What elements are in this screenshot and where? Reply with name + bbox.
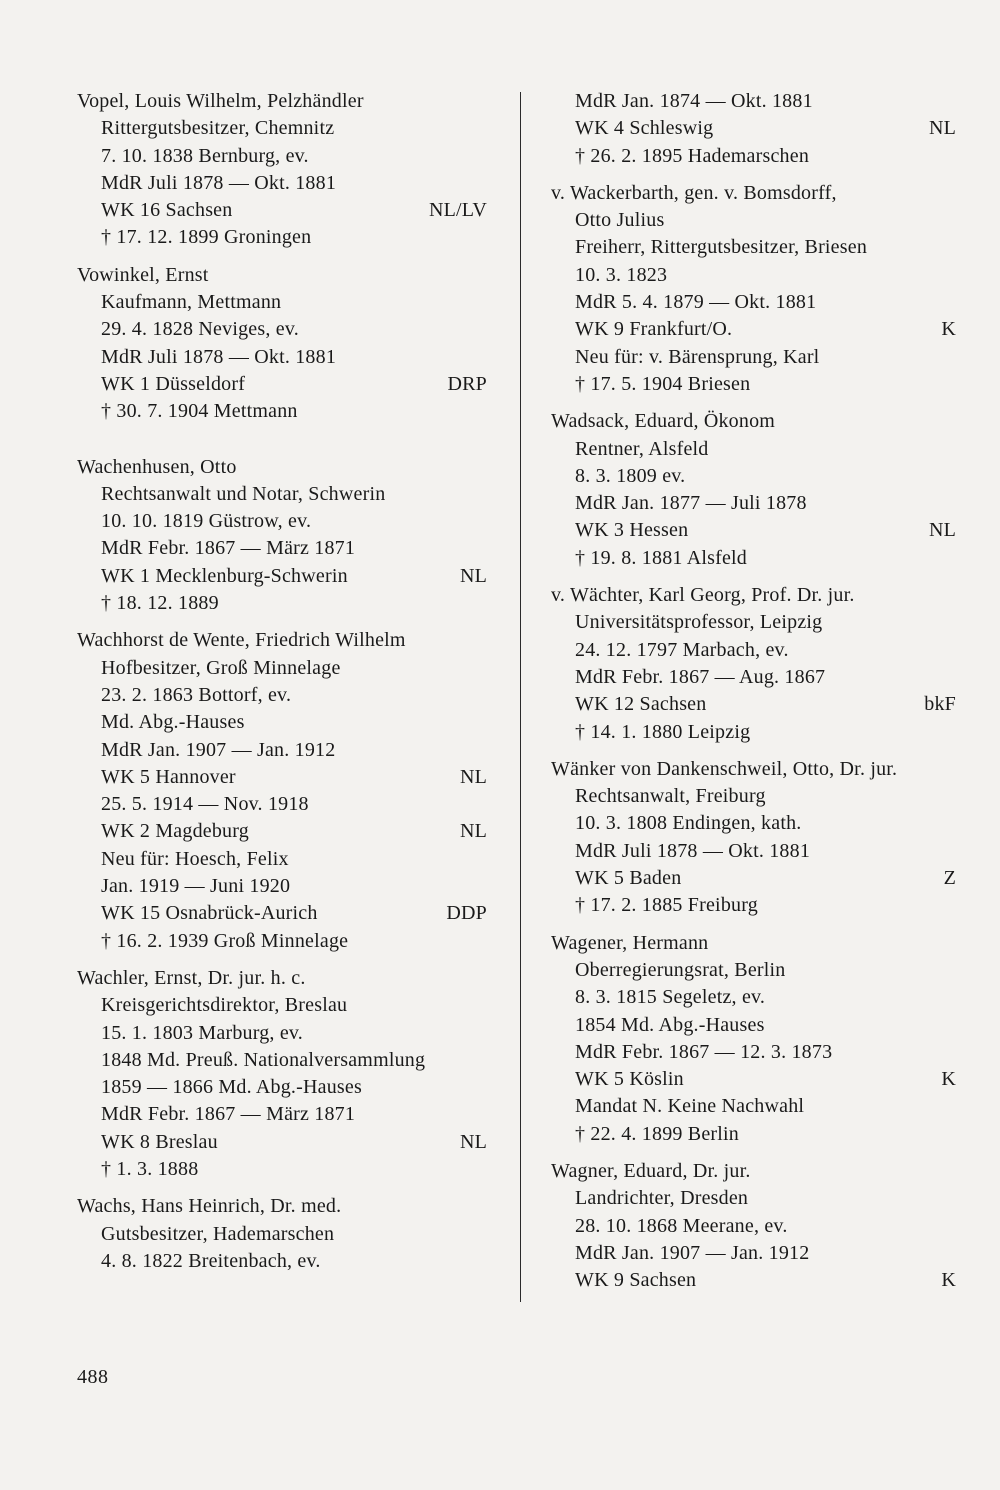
entry-line-text: † 17. 5. 1904 Briesen	[575, 372, 751, 395]
entry-line	[551, 783, 956, 810]
biography-entry	[77, 1193, 487, 1275]
entry-line	[77, 992, 487, 1019]
entry-line-text: MdR Jan. 1907 — Jan. 1912	[575, 1241, 810, 1264]
entry-line	[77, 1047, 487, 1074]
entry-line	[77, 481, 487, 508]
entry-line-text: Landrichter, Dresden	[575, 1187, 749, 1210]
entry-name: Wagner, Eduard, Dr. jur.	[551, 1159, 751, 1182]
entry-line-text: 25. 5. 1914 — Nov. 1918	[101, 793, 309, 816]
entry-line-text: † 22. 4. 1899 Berlin	[575, 1122, 739, 1145]
entry-line	[77, 224, 487, 251]
entry-line-text: † 26. 2. 1895 Hademarschen	[575, 144, 810, 167]
entry-line-text: Oberregierungsrat, Berlin	[575, 958, 786, 981]
biography-entry	[551, 582, 956, 746]
entry-line	[551, 1240, 956, 1267]
entry-line-text: Universitätsprofessor, Leipzig	[575, 611, 823, 634]
entry-name: v. Wackerbarth, gen. v. Bomsdorff,	[551, 181, 837, 204]
entry-line-text: 7. 10. 1838 Bernburg, ev.	[101, 144, 309, 167]
entry-line-text: MdR Jan. 1877 — Juli 1878	[575, 492, 807, 515]
entry-line-text: MdR 5. 4. 1879 — Okt. 1881	[575, 291, 817, 314]
entry-line	[77, 928, 487, 955]
entry-line	[551, 371, 956, 398]
entry-line-text: MdR Jan. 1907 — Jan. 1912	[101, 738, 336, 761]
entry-line	[551, 545, 956, 572]
biography-entry	[551, 756, 956, 920]
entry-line-text: Rechtsanwalt, Freiburg	[575, 785, 766, 808]
entry-line	[77, 289, 487, 316]
entry-line-text: 4. 8. 1822 Breitenbach, ev.	[101, 1249, 321, 1272]
entry-line-text: WK 5 Hannover	[101, 765, 236, 788]
entry-line-text: † 14. 1. 1880 Leipzig	[575, 720, 751, 743]
entry-line-text: 1848 Md. Preuß. Nationalversammlung	[101, 1048, 426, 1071]
entry-name: Wadsack, Eduard, Ökonom	[551, 410, 776, 433]
entry-line	[551, 517, 956, 544]
entry-name: Wänker von Dankenschweil, Otto, Dr. jur.	[551, 757, 898, 780]
entry-line	[551, 609, 956, 636]
biography-entry	[77, 627, 487, 955]
entry-line	[77, 170, 487, 197]
entry-line	[551, 838, 956, 865]
entry-line-text: † 18. 12. 1889	[101, 592, 219, 615]
entry-name: Wachenhusen, Otto	[77, 455, 237, 478]
column-divider	[520, 92, 521, 1302]
entry-line	[551, 463, 956, 490]
party-abbreviation: NL	[459, 1130, 487, 1153]
entry-line	[77, 115, 487, 142]
entry-line	[551, 344, 956, 371]
entry-line	[77, 535, 487, 562]
party-abbreviation: NL	[459, 765, 487, 788]
entry-line	[551, 207, 956, 234]
entry-line-text: MdR Juli 1878 — Okt. 1881	[101, 171, 337, 194]
left-column	[77, 88, 487, 1285]
entry-line	[551, 289, 956, 316]
entry-line	[77, 143, 487, 170]
entry-line	[77, 655, 487, 682]
biography-entry	[77, 262, 487, 426]
entry-line	[77, 563, 487, 590]
entry-line-text: 8. 3. 1815 Segeletz, ev.	[575, 986, 766, 1009]
entry-line-text: WK 8 Breslau	[101, 1130, 218, 1153]
entry-line	[551, 957, 956, 984]
party-abbreviation: K	[941, 318, 956, 341]
right-column	[551, 88, 956, 1304]
entry-line-text: WK 5 Baden	[575, 867, 682, 890]
entry-name: v. Wächter, Karl Georg, Prof. Dr. jur.	[551, 584, 855, 607]
entry-line-text: Rittergutsbesitzer, Chemnitz	[101, 117, 335, 140]
entry-line	[551, 810, 956, 837]
entry-line	[551, 88, 956, 115]
entry-line-text: Neu für: v. Bärensprung, Karl	[575, 345, 820, 368]
entry-line-text: Jan. 1919 — Juni 1920	[101, 875, 291, 898]
entry-line	[77, 1129, 487, 1156]
entry-line	[551, 1039, 956, 1066]
entry-line	[77, 590, 487, 617]
entry-line	[77, 709, 487, 736]
entry-line	[77, 1156, 487, 1183]
entry-line	[551, 436, 956, 463]
party-abbreviation: NL	[459, 564, 487, 587]
entry-line-text: Neu für: Hoesch, Felix	[101, 847, 289, 870]
entry-line	[77, 1074, 487, 1101]
entry-line	[77, 1221, 487, 1248]
page-number: 488	[77, 1366, 109, 1388]
entry-line	[77, 682, 487, 709]
entry-line	[551, 691, 956, 718]
entry-line	[77, 1248, 487, 1275]
entry-line-text: 10. 3. 1808 Endingen, kath.	[575, 812, 802, 835]
entry-line-text: MdR Febr. 1867 — März 1871	[101, 537, 356, 560]
entry-line	[77, 873, 487, 900]
entry-line-text: 10. 3. 1823	[575, 263, 668, 286]
entry-name: Vopel, Louis Wilhelm, Pelzhändler	[77, 90, 364, 112]
entry-line	[77, 846, 487, 873]
entry-line	[551, 664, 956, 691]
entry-line-text: WK 1 Mecklenburg-Schwerin	[101, 564, 348, 587]
entry-line-text: 29. 4. 1828 Neviges, ev.	[101, 318, 299, 341]
entry-line-text: † 17. 12. 1899 Groningen	[101, 226, 312, 249]
entry-line	[551, 984, 956, 1011]
party-abbreviation: NL/LV	[428, 199, 487, 222]
entry-line-text: 23. 2. 1863 Bottorf, ev.	[101, 683, 292, 706]
entry-line	[551, 865, 956, 892]
party-abbreviation: DDP	[446, 902, 487, 925]
party-abbreviation: bkF	[924, 693, 956, 716]
biography-entry	[77, 965, 487, 1183]
entry-line-text: † 16. 2. 1939 Groß Minnelage	[101, 929, 349, 952]
entry-line	[77, 1020, 487, 1047]
entry-line	[77, 508, 487, 535]
entry-line	[77, 1101, 487, 1128]
biography-entry	[77, 88, 487, 252]
entry-line	[77, 791, 487, 818]
entry-name: Wachs, Hans Heinrich, Dr. med.	[77, 1195, 342, 1218]
entry-line-text: 28. 10. 1868 Meerane, ev.	[575, 1214, 788, 1237]
entry-line	[551, 1066, 956, 1093]
entry-line	[77, 818, 487, 845]
party-abbreviation: NL	[459, 820, 487, 843]
entry-line-text: Freiherr, Rittergutsbesitzer, Briesen	[575, 236, 868, 259]
entry-line-text: 1854 Md. Abg.-Hauses	[575, 1013, 765, 1036]
entry-name: Wachhorst de Wente, Friedrich Wilhelm	[77, 629, 406, 652]
entry-line	[551, 1267, 956, 1294]
party-abbreviation: K	[941, 1068, 956, 1091]
entry-line-text: 24. 12. 1797 Marbach, ev.	[575, 638, 789, 661]
entry-line	[77, 398, 487, 425]
party-abbreviation: DRP	[447, 372, 487, 395]
entry-line-text: † 19. 8. 1881 Alsfeld	[575, 546, 747, 569]
entry-line	[551, 1213, 956, 1240]
entry-line	[551, 1185, 956, 1212]
entry-line-text: 1859 — 1866 Md. Abg.-Hauses	[101, 1076, 362, 1099]
entry-line-text: WK 16 Sachsen	[101, 199, 233, 222]
entry-name: Vowinkel, Ernst	[77, 263, 209, 286]
entry-line-text: WK 5 Köslin	[575, 1068, 684, 1091]
biography-entry	[551, 88, 956, 170]
entry-line-text: WK 12 Sachsen	[575, 693, 707, 716]
entry-line	[551, 143, 956, 170]
entry-line-text: MdR Jan. 1874 — Okt. 1881	[575, 90, 813, 112]
entry-line-text: MdR Febr. 1867 — 12. 3. 1873	[575, 1040, 833, 1063]
entry-line	[551, 316, 956, 343]
entry-line-text: Hofbesitzer, Groß Minnelage	[101, 656, 341, 679]
entry-line-text: Gutsbesitzer, Hademarschen	[101, 1222, 335, 1245]
party-abbreviation: Z	[943, 867, 956, 890]
entry-line-text: Mandat N. Keine Nachwahl	[575, 1095, 805, 1118]
biography-entry	[77, 454, 487, 618]
entry-line-text: Md. Abg.-Hauses	[101, 711, 245, 734]
entry-line-text: † 17. 2. 1885 Freiburg	[575, 894, 758, 917]
entry-line	[551, 262, 956, 289]
entry-line-text: † 30. 7. 1904 Mettmann	[101, 400, 298, 423]
entry-line-text: MdR Juli 1878 — Okt. 1881	[101, 345, 337, 368]
entry-line	[77, 737, 487, 764]
biography-entry	[551, 1158, 956, 1294]
entry-line-text: WK 2 Magdeburg	[101, 820, 249, 843]
entry-line	[551, 1093, 956, 1120]
entry-line	[77, 764, 487, 791]
biography-entry	[551, 180, 956, 398]
entry-line-text: Otto Julius	[575, 209, 665, 232]
entry-line	[77, 900, 487, 927]
entry-line-text: Kaufmann, Mettmann	[101, 291, 282, 314]
entry-line-text: † 1. 3. 1888	[101, 1157, 199, 1180]
entry-line-text: WK 9 Sachsen	[575, 1269, 697, 1292]
entry-line	[551, 490, 956, 517]
entry-line	[551, 234, 956, 261]
entry-line-text: WK 3 Hessen	[575, 519, 689, 542]
party-abbreviation: NL	[928, 117, 956, 140]
entry-line	[77, 316, 487, 343]
entry-name: Wachler, Ernst, Dr. jur. h. c.	[77, 966, 306, 989]
biography-entry	[551, 408, 956, 572]
entry-line-text: Kreisgerichtsdirektor, Breslau	[101, 994, 348, 1017]
entry-line	[551, 892, 956, 919]
entry-line-text: Rechtsanwalt und Notar, Schwerin	[101, 482, 386, 505]
entry-line-text: MdR Febr. 1867 — Aug. 1867	[575, 665, 826, 688]
entry-line-text: 15. 1. 1803 Marburg, ev.	[101, 1021, 303, 1044]
entry-line	[77, 371, 487, 398]
entry-line-text: WK 9 Frankfurt/O.	[575, 318, 733, 341]
entry-line	[551, 115, 956, 142]
entry-line	[551, 719, 956, 746]
entry-line-text: Rentner, Alsfeld	[575, 437, 709, 460]
entry-line-text: MdR Juli 1878 — Okt. 1881	[575, 839, 811, 862]
entry-line-text: MdR Febr. 1867 — März 1871	[101, 1103, 356, 1126]
entry-line	[77, 197, 487, 224]
entry-line	[551, 637, 956, 664]
party-abbreviation: K	[941, 1269, 956, 1292]
biography-entry	[551, 930, 956, 1148]
entry-line-text: 10. 10. 1819 Güstrow, ev.	[101, 510, 312, 533]
party-abbreviation: NL	[928, 519, 956, 542]
entry-line-text: WK 15 Osnabrück-Aurich	[101, 902, 318, 925]
entry-line	[551, 1121, 956, 1148]
entry-line-text: WK 1 Düsseldorf	[101, 372, 246, 395]
entry-line-text: WK 4 Schleswig	[575, 117, 714, 140]
entry-line	[551, 1012, 956, 1039]
entry-name: Wagener, Hermann	[551, 931, 709, 954]
entry-line	[77, 344, 487, 371]
entry-line-text: 8. 3. 1809 ev.	[575, 464, 686, 487]
